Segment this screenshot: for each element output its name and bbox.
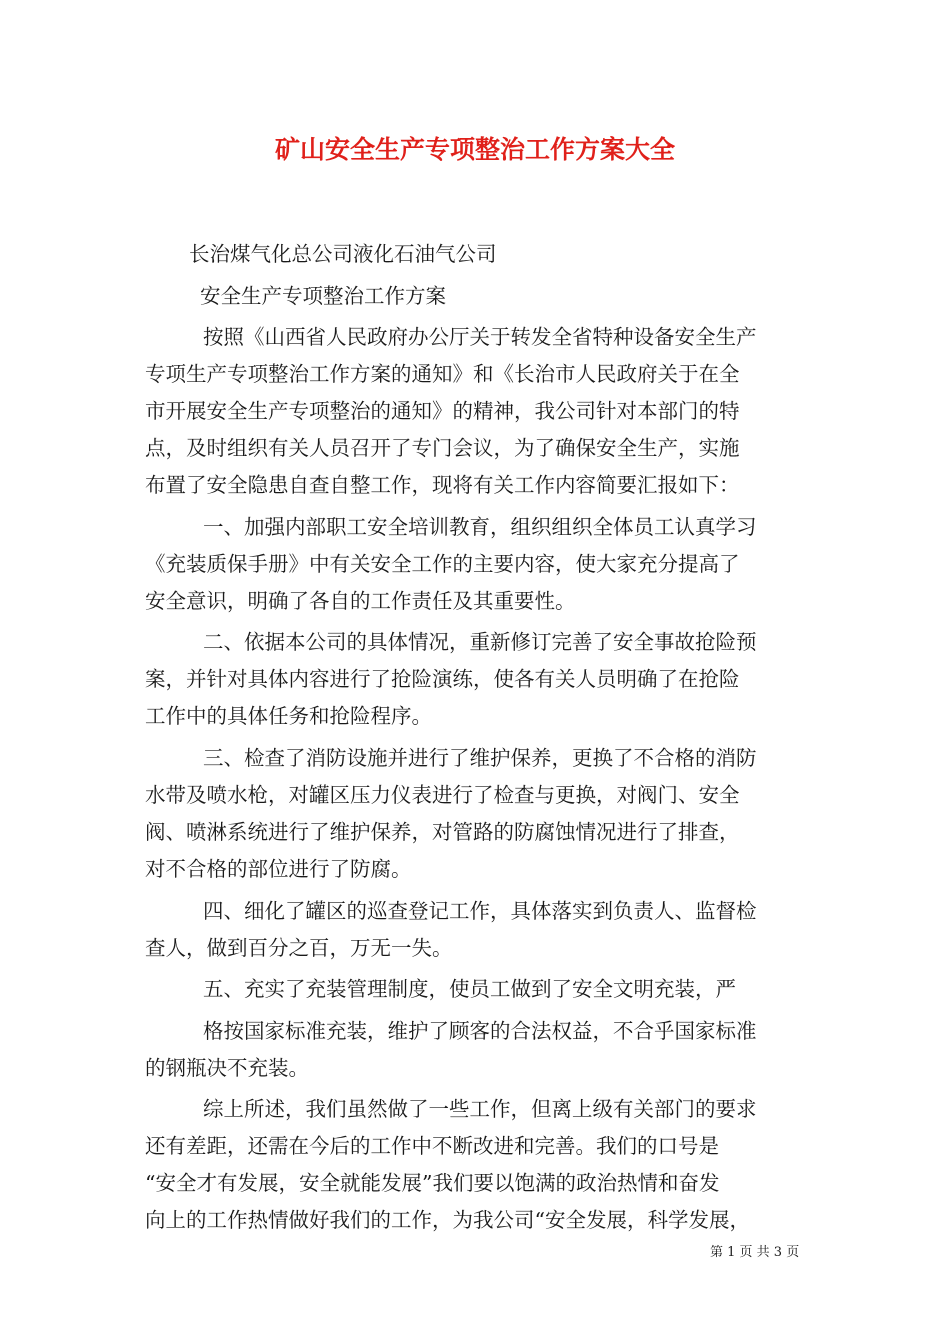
paragraph-line: 还有差距，还需在今后的工作中不断改进和完善。我们的口号是 [145,1134,719,1159]
paragraph-line: 二、依据本公司的具体情况，重新修订完善了安全事故抢险预 [203,630,757,655]
paragraph-line: 向上的工作热情做好我们的工作，为我公司“安全发展，科学发展， [145,1208,750,1233]
org-name-line: 长治煤气化总公司液化石油气公司 [189,242,497,266]
paragraph-line: 工作中的具体任务和抢险程序。 [145,704,432,729]
paragraph-line: 阀、喷淋系统进行了维护保养，对管路的防腐蚀情况进行了排查， [145,819,740,844]
paragraph-line: 布置了安全隐患自查自整工作，现将有关工作内容简要汇报如下： [145,473,740,498]
paragraph-line: 五、充实了充装管理制度，使员工做到了安全文明充装，严 [203,977,736,1002]
paragraph-line: 综上所述，我们虽然做了一些工作，但离上级有关部门的要求 [203,1097,757,1122]
paragraph-line: “安全才有发展，安全就能发展”我们要以饱满的政治热情和奋发 [145,1171,720,1196]
paragraph-line: 案，并针对具体内容进行了抢险演练，使各有关人员明确了在抢险 [145,667,740,692]
paragraph-line: 查人，做到百分之百，万无一失。 [145,935,453,960]
paragraph-line: 四、细化了罐区的巡查登记工作，具体落实到负责人、监督检 [203,898,757,923]
paragraph-line: 市开展安全生产专项整治的通知》的精神，我公司针对本部门的特 [145,399,740,424]
subtitle-line: 安全生产专项整治工作方案 [200,283,446,308]
paragraph-line: 《充装质保手册》中有关安全工作的主要内容，使大家充分提高了 [145,551,740,576]
page-number-footer: 第 1 页 共 3 页 [710,1245,800,1260]
paragraph-line: 安全意识，明确了各自的工作责任及其重要性。 [145,588,576,613]
paragraph-line: 对不合格的部位进行了防腐。 [145,856,412,881]
paragraph-line: 格按国家标准充装，维护了顾客的合法权益，不合乎国家标准 [203,1018,757,1043]
paragraph-line: 三、检查了消防设施并进行了维护保养，更换了不合格的消防 [203,745,757,770]
paragraph-line: 按照《山西省人民政府办公厅关于转发全省特种设备安全生产 [203,325,757,350]
document-body [145,236,810,1239]
paragraph-line: 水带及喷水枪，对罐区压力仪表进行了检查与更换，对阀门、安全 [145,782,740,807]
paragraph-line: 一、加强内部职工安全培训教育，组织组织全体员工认真学习 [203,514,757,539]
paragraph-line: 点，及时组织有关人员召开了专门会议，为了确保安全生产，实施 [145,436,740,461]
paragraph-line: 专项生产专项整治工作方案的通知》和《长治市人民政府关于在全 [145,362,740,387]
paragraph-line: 的钢瓶决不充装。 [145,1055,309,1080]
document-title: 矿山安全生产专项整治工作方案大全 [274,135,675,164]
